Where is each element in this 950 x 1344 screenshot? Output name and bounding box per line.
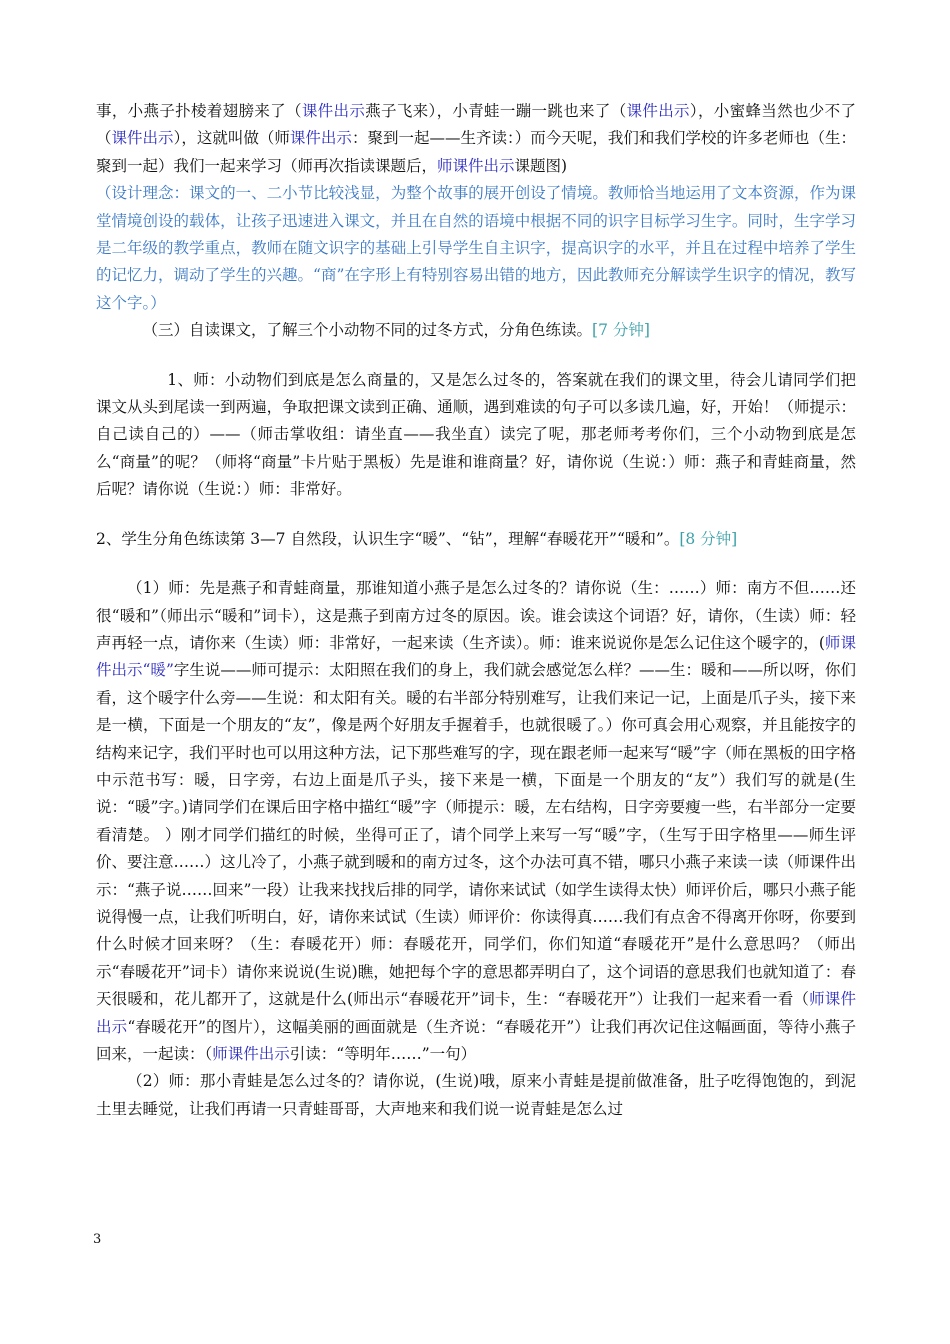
sub-step-1-paragraph [96, 575, 856, 1068]
section-heading [96, 317, 856, 344]
text-run: ），小蜜蜂当然也少不了（ [96, 102, 856, 148]
courseware-note: 课件出示 [626, 102, 690, 120]
courseware-note: 课件出示 [289, 129, 352, 148]
courseware-note: 课件出示 [111, 129, 174, 148]
section-text: （三）自读课文，了解三个小动物不同的过冬方式，分角色练读。 [142, 321, 593, 340]
design-note: （设计理念：课文的一、二小节比较浅显，为整个故事的展开创设了情境。教师恰当地运用了文本资源，作为课堂情境创设的载体，让孩子迅速进入课文，并且在自然的语境中根据不同的识字目标学习生字。同时，生字学习是二年级的教学重点，教师在随文识字的基础上引导学生自主识字，提高识字的水平，并且在过程中培养了学生的记忆力，调动了学生的兴趣。“商”在字形上有特别容易出错的地方，因此教师充分解读学生识字的情况，教写这个字。） [96, 184, 856, 312]
text-run: 事，小燕子扑棱着翅膀来了（ [96, 102, 302, 120]
courseware-note: 师课件出示 [96, 990, 856, 1036]
text-run: 引读：“等明年……”一句） [289, 1045, 477, 1063]
time-tag: [7 分钟] [592, 321, 650, 340]
intro-paragraph [96, 98, 856, 180]
courseware-note: 师课件出示“暖” [96, 633, 856, 680]
text-run: 字生说——师可提示：太阳照在我们的身上，我们就会感觉怎么样？——生：暖和——所以呀，你们看，这个暖字什么旁——生说：和太阳有关。暖的右半部分特别难写，让我们来记一记，上面是爪子头，接下来是一横，下面是一个朋友的“友”，像是两个好朋友手握着手，也就很暖了。）你可真会用心观察，并且能按字的结构来记字，我们平时也可以用这种方法，记下那些难写的字，现在跟老师一起来写“暖”字（师在黑板的田字格中示范书写：暖，日字旁，右边上面是爪子头，接下来是一横，下面是一个朋友的“友”）我们写的就是(生说：“暖”字。)请同学们在课后田字格中描红“暖”字（师提示：暖，左右结构，日字旁要瘦一些，右半部分一定要看清楚。 ）刚才同学们描红的时候，坐得可正了，请个同学上来写一写“暖”字，（生写于田字格里——师生评价、要注意……）这儿冷了，小燕子就到暖和的南方过冬，这个办法可真不错，哪只小燕子来读一读（师课件出示：“燕子说……回来”一段）让我来找找后排的同学，请你来试试（如学生读得太快）师评价后，哪只小燕子能说得慢一点，让我们听明白，好，请你来试试（生读）师评价：你读得真……我们有点舍不得离开你呀，你要到什么时候才回来呀？（生：春暖花开）师：春暖花开，同学们，你们知道“春暖花开”是什么意思吗？（师出示“春暖花开”词卡）请你来说说(生说)瞧，她把每个字的意思都弄明白了，这个词语的意思我们也就知道了：春天很暖和，花儿都开了，这就是什么(师出示“春暖花开”词卡，生：“春暖花开”）让我们一起来看一看（ [96, 661, 856, 1009]
time-tag: [8 分钟] [679, 529, 738, 548]
sub-step-2-paragraph: （2）师：那小青蛙是怎么过冬的？请你说，(生说)哦，原来小青蛙是提前做准备，肚子吃得饱饱的，到泥土里去睡觉，让我们再请一只青蛙哥哥，大声地来和我们说一说青蛙是怎么过 [96, 1072, 856, 1118]
courseware-note: 课件出示 [301, 102, 366, 120]
courseware-note: 师课件出示 [212, 1045, 290, 1063]
document-page [96, 98, 856, 1123]
text-run: “春暖花开”的图片），这幅美丽的画面就是（生齐说：“春暖花开”）让我们再次记住这幅画面，等待小燕子回来，一起读：（ [96, 1017, 856, 1063]
text-run: 课题图) [514, 156, 568, 175]
step-text: 2、学生分角色练读第 3—7 自然段，认识生字“暖”、“钻”，理解“春暖花开”“暖和”。 [96, 529, 680, 548]
text-run: （1）师：先是燕子和青蛙商量，那谁知道小燕子是怎么过冬的？请你说（生：……）师：南方不但……还很“暖和”（师出示“暖和”词卡），这是燕子到南方过冬的原因。诶。谁会读这个词语？好，请你，（生读）师：轻声再轻一点，请你来（生读）师：非常好，一起来读（生齐读）。师：谁来说说你是怎么记住这个暖字的，( [96, 579, 856, 652]
text-run: 燕子飞来），小青蛙一蹦一跳也来了（ [365, 102, 627, 120]
step-2-heading [96, 526, 856, 553]
text-run: ），这就叫做（师 [173, 129, 290, 148]
text-run: ：聚到一起——生齐读：）而今天呢，我们和我们学校的许多老师也（生：聚到一起）我们一起来学习（师再次指读课题后， [96, 129, 856, 175]
courseware-note: 师课件出示 [437, 156, 515, 175]
step-1-paragraph: 1、师：小动物们到底是怎么商量的，又是怎么过冬的，答案就在我们的课文里，待会儿请同学们把课文从头到尾读一到两遍，争取把课文读到正确、通顺，遇到难读的句子可以多读几遍，好，开始！（师提示：自己读自己的）——（师击掌收组：请坐直——我坐直）读完了呢，那老师考考你们，三个小动物到底是怎么“商量”的呢？（师将“商量”卡片贴于黑板）先是谁和谁商量？好，请你说（生说：）师：燕子和青蛙商量，然后呢？请你说（生说：）师：非常好。 [96, 370, 856, 499]
page-number: 3 [93, 1232, 102, 1247]
